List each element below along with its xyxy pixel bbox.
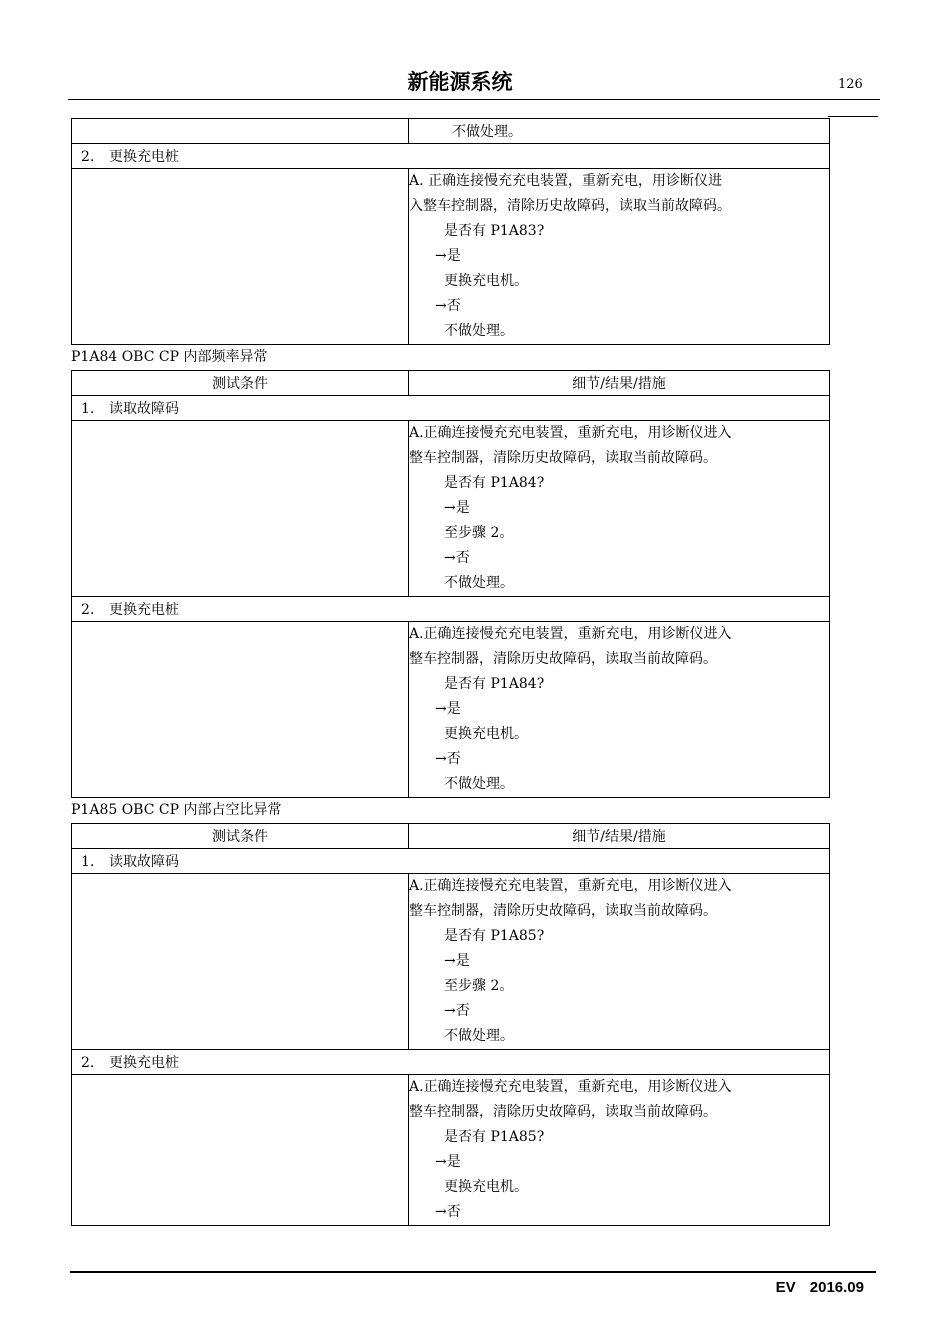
no-branch: →否 (435, 751, 461, 767)
continued-procedure-table (71, 118, 830, 345)
detail-line: 整车控制器，清除历史故障码，读取当前故障码。 (409, 903, 717, 919)
detail-line: A. 正确连接慢充充电装置，重新充电，用诊断仪进 (409, 173, 723, 189)
table-row (72, 169, 830, 345)
table-row (72, 874, 830, 1050)
footer-label: EV 2016.09 (775, 1279, 864, 1296)
yes-action: 更换充电机。 (444, 726, 528, 742)
step-number: 2. (81, 1055, 95, 1071)
step-number: 2. (81, 149, 95, 165)
question-line: 是否有 P1A84? (444, 475, 545, 491)
detail-line: 整车控制器，清除历史故障码，读取当前故障码。 (409, 651, 717, 667)
step-label: 更换充电桩 (109, 149, 179, 165)
no-branch: →否 (444, 1003, 470, 1019)
page-number: 126 (838, 77, 863, 92)
table-row (72, 421, 830, 597)
column-header: 细节/结果/措施 (409, 371, 830, 396)
yes-branch: →是 (444, 953, 470, 969)
result-text: 不做处理。 (452, 124, 522, 140)
column-header: 细节/结果/措施 (409, 824, 830, 849)
step-row (72, 144, 830, 169)
detail-line: A.正确连接慢充充电装置，重新充电，用诊断仪进入 (409, 878, 732, 894)
column-header: 测试条件 (72, 824, 409, 849)
header-rule-extension (828, 116, 878, 117)
no-action: 不做处理。 (444, 323, 514, 339)
procedure-table-p1a84 (71, 370, 830, 798)
step-label: 更换充电桩 (109, 1055, 179, 1071)
yes-action: 更换充电机。 (444, 273, 528, 289)
yes-branch: →是 (444, 500, 470, 516)
detail-line: A.正确连接慢充充电装置，重新充电，用诊断仪进入 (409, 425, 732, 441)
detail-line: 入整车控制器，清除历史故障码，读取当前故障码。 (409, 198, 731, 214)
table-row (72, 622, 830, 798)
no-branch: →否 (444, 550, 470, 566)
step-label: 读取故障码 (109, 401, 179, 417)
yes-branch: →是 (435, 1154, 461, 1170)
table-header-row (72, 824, 830, 849)
step-row (72, 597, 830, 622)
question-line: 是否有 P1A84? (444, 676, 545, 692)
no-action: 不做处理。 (444, 575, 514, 591)
no-branch: →否 (435, 298, 461, 314)
yes-branch: →是 (435, 248, 461, 264)
column-header: 测试条件 (72, 371, 409, 396)
yes-action: 至步骤 2。 (444, 978, 514, 994)
detail-line: 整车控制器，清除历史故障码，读取当前故障码。 (409, 450, 717, 466)
step-label: 读取故障码 (109, 854, 179, 870)
yes-branch: →是 (435, 701, 461, 717)
step-row (72, 849, 830, 874)
table-row (72, 119, 830, 144)
step-number: 1. (81, 854, 95, 870)
detail-line: A.正确连接慢充充电装置，重新充电，用诊断仪进入 (409, 1079, 732, 1095)
table-header-row (72, 371, 830, 396)
yes-action: 至步骤 2。 (444, 525, 514, 541)
step-row (72, 396, 830, 421)
detail-line: 整车控制器，清除历史故障码，读取当前故障码。 (409, 1104, 717, 1120)
footer-rule (70, 1271, 876, 1273)
section-title-p1a84: P1A84 OBC CP 内部频率异常 (71, 349, 268, 365)
table-row (72, 1075, 830, 1226)
question-line: 是否有 P1A83? (444, 223, 545, 239)
yes-action: 更换充电机。 (444, 1179, 528, 1195)
step-row (72, 1050, 830, 1075)
header-rule (68, 99, 880, 100)
step-number: 2. (81, 602, 95, 618)
no-action: 不做处理。 (444, 1028, 514, 1044)
question-line: 是否有 P1A85? (444, 928, 545, 944)
question-line: 是否有 P1A85? (444, 1129, 545, 1145)
procedure-table-p1a85 (71, 823, 830, 1226)
page-title: 新能源系统 (407, 70, 513, 94)
no-branch: →否 (435, 1204, 461, 1220)
step-label: 更换充电桩 (109, 602, 179, 618)
section-title-p1a85: P1A85 OBC CP 内部占空比异常 (71, 802, 282, 818)
no-action: 不做处理。 (444, 776, 514, 792)
step-number: 1. (81, 401, 95, 417)
detail-line: A.正确连接慢充充电装置，重新充电，用诊断仪进入 (409, 626, 732, 642)
